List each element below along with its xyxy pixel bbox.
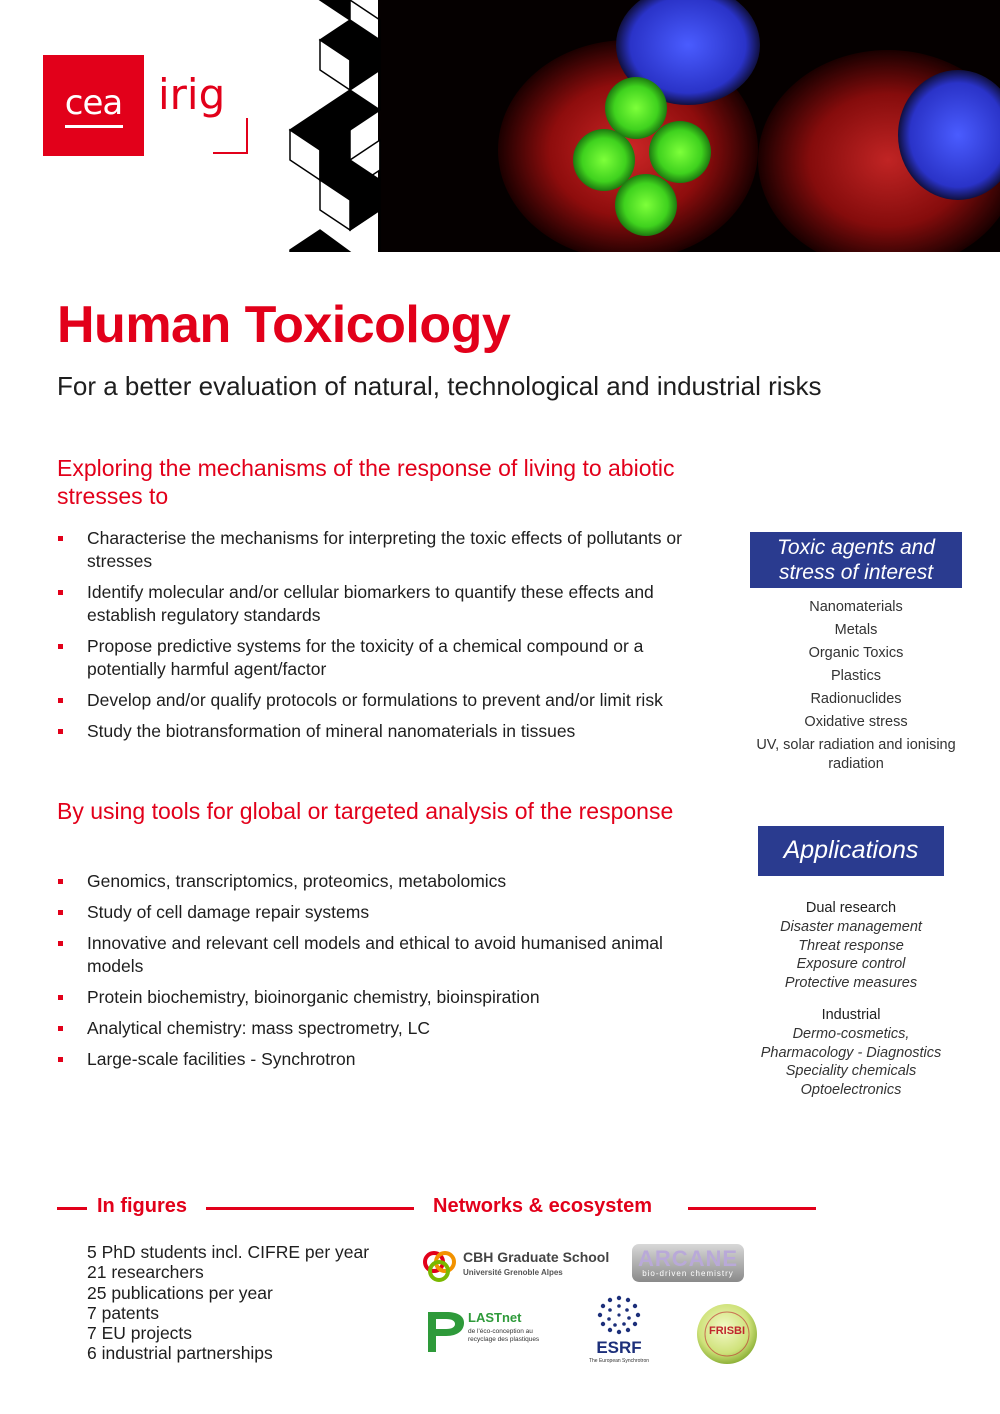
networks-heading: Networks & ecosystem <box>433 1195 652 1217</box>
bullet-square-icon <box>58 590 63 595</box>
toxic-agent-item: UV, solar radiation and ionising radiation <box>756 737 956 772</box>
list-item-text: Protein biochemistry, bioinorganic chemistry, bioinspiration <box>87 987 540 1007</box>
figure-item: 5 PhD students incl. CIFRE per year <box>87 1242 370 1262</box>
list-item-text: Characterise the mechanisms for interpreting the toxic effects of pollutants or stresses <box>87 528 682 571</box>
bullet-square-icon <box>58 879 63 884</box>
cea-logo-underline <box>65 125 123 128</box>
bullet-square-icon <box>58 729 63 734</box>
plastnet-logo <box>424 1308 554 1358</box>
figure-item: 25 publications per year <box>87 1282 273 1303</box>
section-mechanisms-title: Exploring the mechanisms of the response of living to abiotic stresses to <box>57 455 675 509</box>
divider-line <box>57 1207 87 1210</box>
plastnet-p-icon <box>424 1308 468 1354</box>
application-item: Dermo-cosmetics, <box>792 1026 910 1042</box>
cea-logo <box>43 55 144 156</box>
header-microscopy-image <box>288 0 1000 252</box>
list-item-text: Large-scale facilities - Synchrotron <box>87 1049 356 1069</box>
plastnet-logo-name: LASTnet <box>468 1310 522 1325</box>
application-item: Protective measures <box>784 974 918 991</box>
esrf-logo <box>584 1294 654 1368</box>
toxic-agent-item: Organic Toxics <box>808 645 904 661</box>
bullet-square-icon <box>58 644 63 649</box>
list-item-text: Propose predictive systems for the toxicity of a chemical compound or a potentially harmful agent/factor <box>87 636 644 679</box>
list-item <box>57 1017 717 1040</box>
bullet-square-icon <box>58 536 63 541</box>
application-group-industrial <box>740 1006 962 1099</box>
list-item <box>57 635 717 681</box>
application-item: Threat response <box>798 937 904 954</box>
list-item <box>57 689 717 712</box>
applications-list <box>740 899 962 1113</box>
page-title: Human Toxicology <box>57 296 511 354</box>
cbh-graduate-school-logo <box>421 1244 621 1284</box>
section-tools-list <box>57 870 717 1079</box>
cea-logo-text: cea <box>64 83 123 123</box>
figure-item: 7 EU projects <box>87 1323 193 1344</box>
toxic-agent-item: Plastics <box>831 668 881 684</box>
toxic-agents-list <box>750 598 962 778</box>
application-item: Speciality chemicals <box>785 1063 917 1079</box>
list-item-text: Study of cell damage repair systems <box>87 902 370 922</box>
applications-heading: Applications <box>758 826 944 876</box>
list-item-text: Analytical chemistry: mass spectrometry, LC <box>87 1018 430 1038</box>
application-group-head: Dual research <box>805 900 897 916</box>
esrf-dots-icon <box>584 1294 654 1338</box>
cbh-logo-subtitle: Université Grenoble Alpes <box>463 1268 563 1277</box>
application-group-dual <box>740 899 962 992</box>
green-particle <box>605 77 667 139</box>
list-item-text: Study the biotransformation of mineral nanomaterials in tissues <box>87 721 576 741</box>
figure-item: 21 researchers <box>87 1262 204 1283</box>
esrf-logo-subtitle: The European Synchrotron <box>588 1358 650 1364</box>
page-subtitle: For a better evaluation of natural, technological and industrial risks <box>57 371 822 401</box>
application-item: Optoelectronics <box>800 1081 902 1098</box>
bullet-square-icon <box>58 698 63 703</box>
list-item <box>57 870 717 893</box>
section-tools-title: By using tools for global or targeted analysis of the response <box>57 798 674 824</box>
list-item <box>57 986 717 1009</box>
plastnet-logo-subtitle: de l'éco-conception au recyclage des plastiques <box>468 1328 540 1343</box>
bullet-square-icon <box>58 995 63 1000</box>
frisbi-logo <box>696 1303 758 1365</box>
list-item <box>57 932 717 978</box>
list-item-text: Innovative and relevant cell models and ethical to avoid humanised animal models <box>87 933 663 976</box>
irig-logo-text: irig <box>158 70 226 119</box>
arcane-logo-subtitle: bio-driven chemistry <box>642 1269 734 1278</box>
cbh-knot-icon <box>421 1248 459 1284</box>
bullet-square-icon <box>58 941 63 946</box>
list-item-text: Develop and/or qualify protocols or formulations to prevent and/or limit risk <box>87 690 663 710</box>
application-group-head: Industrial <box>821 1007 881 1023</box>
toxic-agent-item: Radionuclides <box>810 691 902 707</box>
list-item <box>57 581 717 627</box>
divider-line <box>206 1207 414 1210</box>
frisbi-logo-name: FRISBI <box>708 1325 746 1337</box>
toxic-agent-item: Nanomaterials <box>809 599 903 615</box>
figures-list <box>87 1242 369 1364</box>
green-particle <box>649 121 711 183</box>
cbh-logo-name: CBH Graduate School <box>463 1249 610 1265</box>
arcane-logo-name: ARCANE <box>637 1246 739 1271</box>
toxic-agents-heading: Toxic agents and stress of interest <box>750 532 962 588</box>
toxic-agent-item: Oxidative stress <box>804 714 908 730</box>
list-item <box>57 527 717 573</box>
list-item-text: Identify molecular and/or cellular biomarkers to quantify these effects and establish regulatory standards <box>87 582 654 625</box>
figure-item: 6 industrial partnerships <box>87 1343 273 1364</box>
application-item: Pharmacology - Diagnostics <box>760 1044 942 1061</box>
bullet-square-icon <box>58 1026 63 1031</box>
list-item <box>57 720 717 743</box>
application-item: Exposure control <box>796 956 906 972</box>
toxic-agent-item: Metals <box>834 622 878 638</box>
figures-heading: In figures <box>97 1195 188 1217</box>
application-item: Disaster management <box>780 919 922 935</box>
list-item <box>57 1048 717 1071</box>
esrf-logo-name: ESRF <box>596 1338 642 1357</box>
list-item-text: Genomics, transcriptomics, proteomics, metabolomics <box>87 871 507 891</box>
arcane-logo <box>632 1244 744 1282</box>
bullet-square-icon <box>58 910 63 915</box>
bullet-square-icon <box>58 1057 63 1062</box>
list-item <box>57 901 717 924</box>
irig-corner-mark <box>213 118 248 154</box>
green-particle <box>615 174 677 236</box>
figure-item: 7 patents <box>87 1302 159 1323</box>
divider-line <box>688 1207 816 1210</box>
section-mechanisms-list <box>57 527 717 751</box>
